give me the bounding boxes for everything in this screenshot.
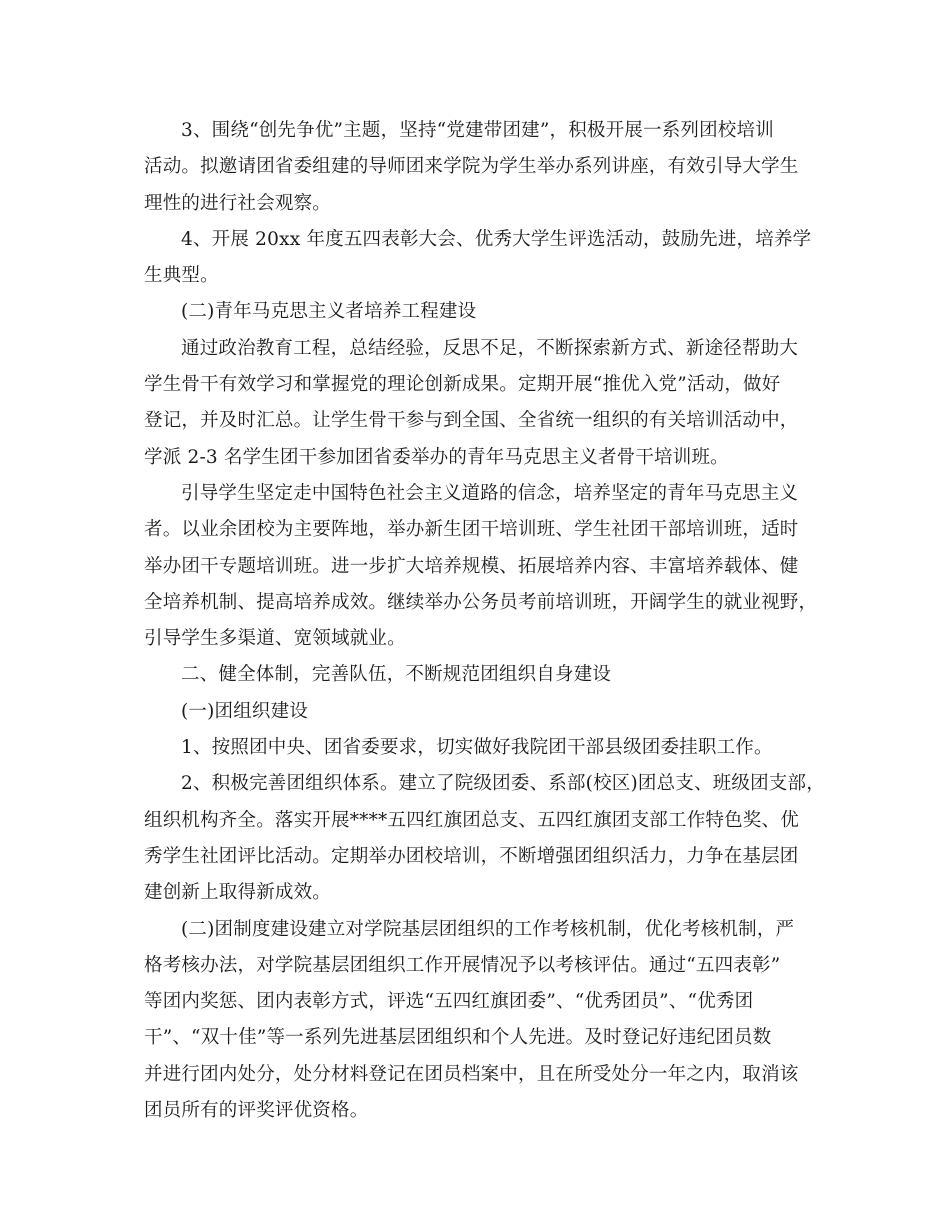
paragraph: [144, 912, 814, 1130]
text-line: 组织机构齐全。落实开展****五四红旗团总支、五四红旗团支部工作特色奖、优: [144, 809, 799, 831]
text-line: 2、积极完善团组织体系。建立了院级团委、系部(校区)团总支、班级团支部，: [181, 773, 825, 795]
text-line: 学派 2-3 名学生团干参加团省委举办的青年马克思主义者骨干培训班。: [144, 446, 729, 468]
text-line: 登记，并及时汇总。让学生骨干参与到全国、全省统一组织的有关培训活动中，: [144, 410, 799, 432]
text-line: 团员所有的评奖评优资格。: [144, 1100, 369, 1122]
paragraph: [144, 331, 814, 476]
paragraph: [144, 222, 814, 295]
text-line: 生典型。: [144, 265, 219, 287]
text-line: 并进行团内处分，处分材料登记在团员档案中，且在所受处分一年之内，取消该: [144, 1063, 799, 1085]
paragraph: [144, 766, 825, 911]
text-line: 活动。拟邀请团省委组建的导师团来学院为学生举办系列讲座，有效引导大学生: [144, 156, 799, 178]
document-body: [144, 113, 825, 1129]
text-line: 全培养机制、提高培养成效。继续举办公务员考前培训班，开阔学生的就业视野，: [144, 591, 818, 613]
text-line: 通过政治教育工程，总结经验，反思不足，不断探索新方式、新途径帮助大: [181, 337, 799, 359]
text-line: 引导学生坚定走中国特色社会主义道路的信念，培养坚定的青年马克思主义: [181, 482, 799, 504]
text-line: 引导学生多渠道、宽领域就业。: [144, 628, 406, 650]
text-line: 秀学生社团评比活动。定期举办团校培训，不断增强团组织活力，力争在基层团: [144, 845, 799, 867]
paragraph: [144, 113, 814, 222]
text-line: (一)团组织建设: [181, 700, 309, 722]
text-line: (二)团制度建设建立对学院基层团组织的工作考核机制，优化考核机制，严: [181, 918, 795, 940]
text-line: 4、开展 20xx 年度五四表彰大会、优秀大学生评选活动，鼓励先进，培养学: [181, 228, 812, 250]
text-line: 者。以业余团校为主要阵地，举办新生团干培训班、学生社团干部培训班，适时: [144, 519, 799, 541]
text-line: 1、按照团中央、团省委要求，切实做好我院团干部县级团委挂职工作。: [181, 737, 773, 759]
paragraph: [144, 694, 814, 730]
paragraph: [144, 730, 814, 766]
paragraph: [144, 294, 814, 330]
text-line: 等团内奖惩、团内表彰方式，评选“五四红旗团委”、“优秀团员”、“优秀团: [144, 991, 754, 1013]
text-line: 建创新上取得新成效。: [144, 882, 332, 904]
text-line: 格考核办法，对学院基层团组织工作开展情况予以考核评估。通过“五四表彰”: [144, 954, 781, 976]
paragraph: [144, 657, 814, 693]
text-line: 3、围绕“创先争优”主题，坚持“党建带团建”，积极开展一系列团校培训: [181, 120, 774, 141]
paragraph: [144, 476, 818, 657]
text-line: 举办团干专题培训班。进一步扩大培养规模、拓展培养内容、丰富培养载体、健: [144, 555, 799, 577]
text-line: 学生骨干有效学习和掌握党的理论创新成果。定期开展“推优入党”活动，做好: [144, 374, 781, 396]
text-line: 二、健全体制，完善队伍，不断规范团组织自身建设: [181, 664, 612, 686]
text-line: 理性的进行社会观察。: [144, 192, 332, 214]
text-line: (二)青年马克思主义者培养工程建设: [181, 301, 477, 323]
text-line: 干”、“双十佳”等一系列先进基层团组织和个人先进。及时登记好违纪团员数: [144, 1027, 772, 1049]
